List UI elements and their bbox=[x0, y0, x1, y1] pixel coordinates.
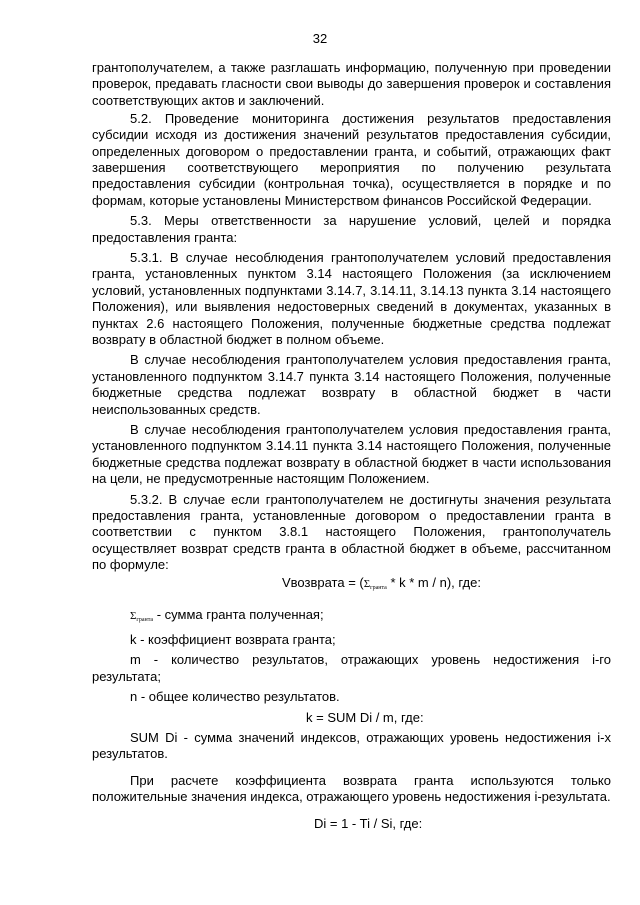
formula-di: Di = 1 - Ti / Si, где: bbox=[314, 815, 423, 831]
definition-m: m - количество результатов, отражающих уровень недостижения i-го результата; bbox=[92, 652, 611, 684]
sigma-symbol: Σ bbox=[363, 578, 371, 591]
page-number: 32 bbox=[312, 31, 328, 46]
document-body bbox=[92, 60, 611, 832]
formula-v-post: * k * m / n), где: bbox=[386, 575, 481, 591]
formula-k: k = SUM Di / m, где: bbox=[306, 709, 424, 725]
formula-v-pre: Vвозврата = ( bbox=[282, 575, 364, 591]
paragraph-5-3: 5.3. Меры ответственности за нарушение условий, целей и порядка предоставления гранта: bbox=[92, 213, 611, 245]
paragraph-partial-return: В случае несоблюдения грантополучателем условия предоставления гранта, установленного подпунктом 3.14.7 пункта 3.14 настоящего Положения, полученные бюджетные средства подлежат возврату в областной бюджет в части неиспользованных средств. bbox=[92, 352, 611, 417]
paragraph-positive-values: При расчете коэффициента возврата гранта используются только положительные значения индекса, отражающего уровень недостижения i-результата. bbox=[92, 772, 611, 805]
definition-sigma-text: - сумма гранта полученная; bbox=[153, 606, 324, 622]
paragraph-5-2: 5.2. Проведение мониторинга достижения результатов предоставления субсидии исходя из достижения значений результатов предоставления субсидии, определенных договором о предоставлении гранта, и событий, отражающих факт завершения соответствующего мероприятия по получению результата предоставления субсидии (контрольная точка), осуществляется в порядке и по формам, которые установлены Министерством финансов Российской Федерации. bbox=[92, 110, 611, 208]
sigma-symbol: Σ bbox=[130, 609, 137, 622]
definition-sum-di: SUM Di - сумма значений индексов, отражающих уровень недостижения i-х результатов. bbox=[92, 730, 611, 762]
definition-k: k - коэффициент возврата гранта; bbox=[130, 632, 336, 647]
paragraph-5-3-2: 5.3.2. В случае если грантополучателем не достигнуты значения результата предоставления гранта, установленные договором о предоставлении гранта в соответствии с пунктом 3.8.1 настоящего Положения, грантополучатель осуществляет возврат средств гранта в областной бюджет в объеме, рассчитанном по формуле: bbox=[92, 491, 611, 573]
sigma-subscript: гранта bbox=[370, 585, 387, 592]
definition-n: n - общее количество результатов. bbox=[130, 689, 340, 705]
formula-v-return bbox=[92, 575, 611, 596]
paragraph-continuation: грантополучателем, а также разглашать информацию, полученную при проведении проверок, предавать гласности свои выводы до завершения проверок и составления соответствующих актов и заключений. bbox=[92, 60, 611, 108]
definition-sigma bbox=[92, 607, 611, 628]
paragraph-5-3-1: 5.3.1. В случае несоблюдения грантополучателем условий предоставления гранта, установленных пунктом 3.14 настоящего Положения (за исключением условий, установленных подпунктами 3.14.7, 3.14.11, 3.14.13 пункта 3.14 настоящего Положения), или выявления недостоверных сведений в документах, указанных в пунктах 2.6 настоящего Положения, полученные бюджетные средства подлежат возврату в областной бюджет в полном объеме. bbox=[92, 249, 611, 347]
paragraph-misuse-return: В случае несоблюдения грантополучателем условия предоставления гранта, установленного подпунктом 3.14.11 пункта 3.14 настоящего Положения, полученные бюджетные средства подлежат возврату в областной бюджет в части использования на цели, не предусмотренные настоящим Положением. bbox=[92, 422, 611, 487]
sigma-subscript: гранта bbox=[136, 616, 154, 623]
